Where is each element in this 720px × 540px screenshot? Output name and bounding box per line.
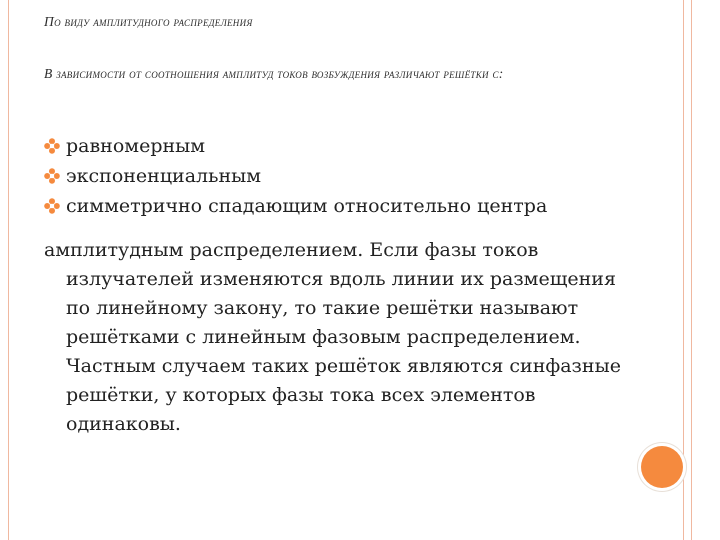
- slide-subtitle: В зависимости от соотношения амплитуд токов возбуждения различают решётки с:: [44, 66, 504, 81]
- flower-bullet-icon: [44, 138, 60, 154]
- frame-left-line: [8, 0, 9, 540]
- body-paragraph: амплитудным распределением. Если фазы токов излучателей изменяются вдоль линии их размещения по линейному закону, то такие решётки называют решётками с линейным фазовым распределением. Частным случаем таких решёток являются синфазные решётки, у которых фазы тока всех элементов одинаковы.: [44, 239, 621, 435]
- flower-bullet-icon: [44, 198, 60, 214]
- slide-title: По виду амплитудного распределения: [44, 14, 253, 29]
- bullet-label: симметрично спадающим относительно центра: [66, 195, 548, 217]
- bullet-item: [44, 161, 634, 191]
- decorative-orange-circle: [641, 446, 683, 488]
- frame-right-line-outer: [691, 0, 692, 540]
- bullet-list: [44, 131, 634, 221]
- bullet-item: [44, 191, 634, 221]
- bullet-item: [44, 131, 634, 161]
- flower-bullet-icon: [44, 168, 60, 184]
- bullet-label: равномерным: [66, 135, 206, 157]
- frame-right-line-inner: [683, 0, 684, 540]
- bullet-label: экспоненциальным: [66, 165, 262, 187]
